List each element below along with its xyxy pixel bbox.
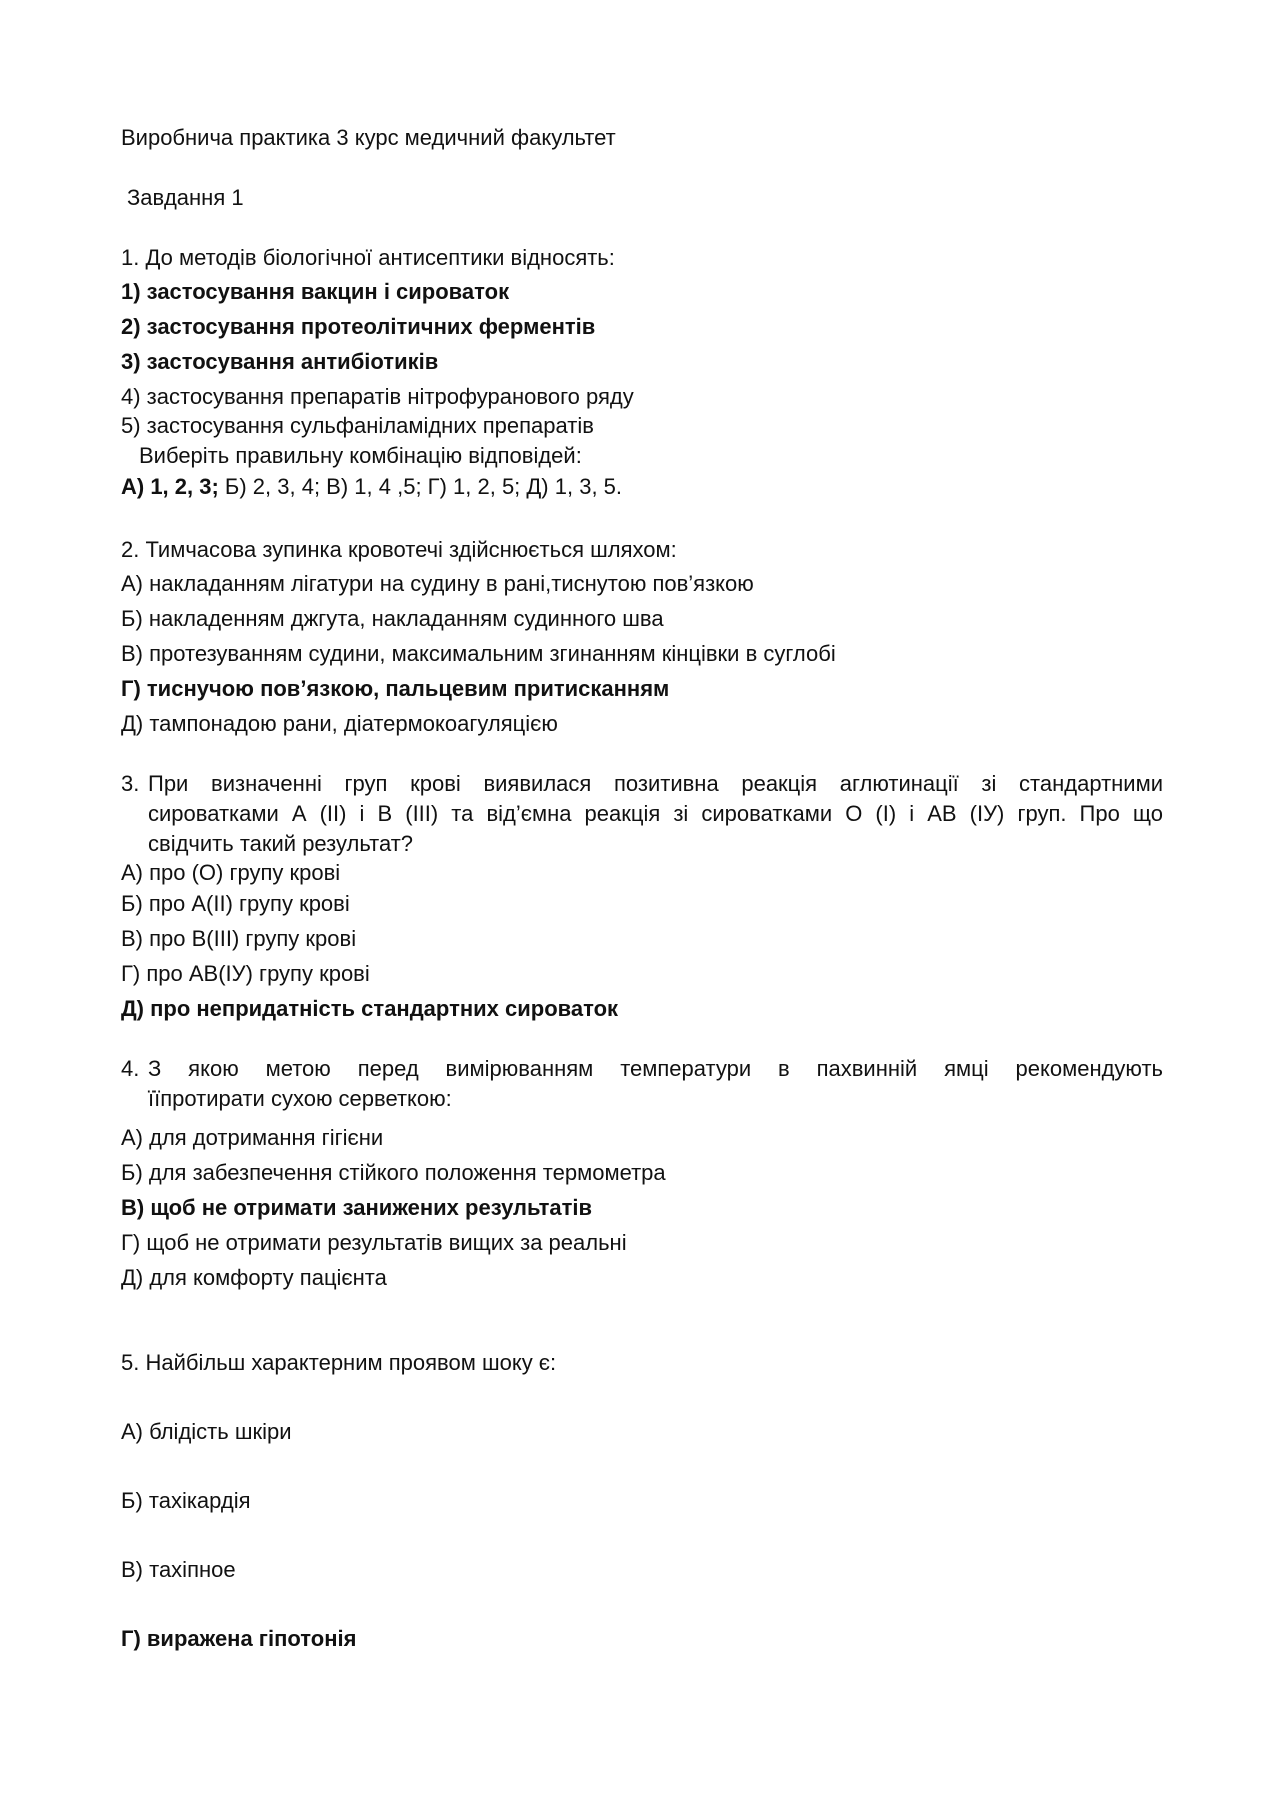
q1-option-1: 1) застосування вакцин і сироваток	[121, 279, 510, 304]
q3-line-2: сироватками А (ІІ) і В (ІІІ) та від’ємна реакція зі сироватками О (І) і АВ (ІУ) груп. Про що	[148, 801, 1163, 826]
q1-option-5: 5) застосування сульфаніламідних препаратів	[121, 413, 594, 438]
question-3-text	[121, 769, 1163, 859]
q5-option-d: Г) виражена гіпотонія	[121, 1626, 357, 1651]
q2-option-e: Д) тампонадою рани, діатермокоагуляцією	[121, 711, 558, 736]
q3-option-a: А) про (О) групу крові	[121, 860, 341, 885]
q4-option-d: Г) щоб не отримати результатів вищих за реальні	[121, 1230, 627, 1255]
q3-line-1: 3. При визначенні груп крові виявилася позитивна реакція аглютинації зі стандартними	[121, 769, 1163, 799]
q1-option-4: 4) застосування препаратів нітрофуранового ряду	[121, 384, 634, 409]
q3-option-c: В) про В(ІІІ) групу крові	[121, 926, 357, 951]
q3-option-d: Г) про АВ(ІУ) групу крові	[121, 961, 370, 986]
q2-option-c: В) протезуванням судини, максимальним згинанням кінцівки в суглобі	[121, 641, 836, 666]
q4-option-e: Д) для комфорту пацієнта	[121, 1265, 387, 1290]
q2-option-b: Б) накладенням джгута, накладанням судинного шва	[121, 606, 664, 631]
q3-option-b: Б) про А(ІІ) групу крові	[121, 891, 350, 916]
q3-line-3: свідчить такий результат?	[148, 831, 414, 856]
q1-option-2: 2) застосування протеолітичних ферментів	[121, 314, 596, 339]
q5-option-c: В) тахіпное	[121, 1557, 236, 1582]
q1-answer-line	[121, 473, 622, 501]
q1-correct-answer: А) 1, 2, 3;	[121, 474, 219, 499]
question-5-text: 5. Найбільш характерним проявом шоку є:	[121, 1350, 557, 1375]
q4-option-b: Б) для забезпечення стійкого положення термометра	[121, 1160, 666, 1185]
q4-option-a: А) для дотримання гігієни	[121, 1125, 384, 1150]
q4-number: 4.	[121, 1056, 140, 1081]
q4-option-c: В) щоб не отримати занижених результатів	[121, 1195, 593, 1220]
q1-prompt: Виберіть правильну комбінацію відповідей:	[139, 443, 582, 468]
question-1-text: 1. До методів біологічної антисептики відносять:	[121, 245, 615, 270]
question-4-text	[121, 1054, 1163, 1114]
q4-line-1: 4. З якою метою перед вимірюванням температури в пахвинній ямці рекомендують	[121, 1054, 1163, 1084]
q1-option-3: 3) застосування антибіотиків	[121, 349, 439, 374]
q2-option-d: Г) тиснучою пов’язкою, пальцевим притисканням	[121, 676, 670, 701]
q3-number: 3.	[121, 771, 140, 796]
question-2-text: 2. Тимчасова зупинка кровотечі здійснюється шляхом:	[121, 537, 677, 562]
q5-option-a: А) блідість шкіри	[121, 1419, 292, 1444]
q5-option-b: Б) тахікардія	[121, 1488, 251, 1513]
task-heading: Завдання 1	[127, 185, 244, 210]
q4-line-2: їїпротирати сухою серветкою:	[148, 1086, 452, 1111]
document-title: Виробнича практика 3 курс медичний факультет	[121, 125, 616, 150]
q2-option-a: А) накладанням лігатури на судину в рані,тиснутою пов’язкою	[121, 571, 754, 596]
q1-other-answers: Б) 2, 3, 4; В) 1, 4 ,5; Г) 1, 2, 5; Д) 1, 3, 5.	[218, 474, 623, 499]
q3-option-e: Д) про непридатність стандартних сироваток	[121, 996, 619, 1021]
